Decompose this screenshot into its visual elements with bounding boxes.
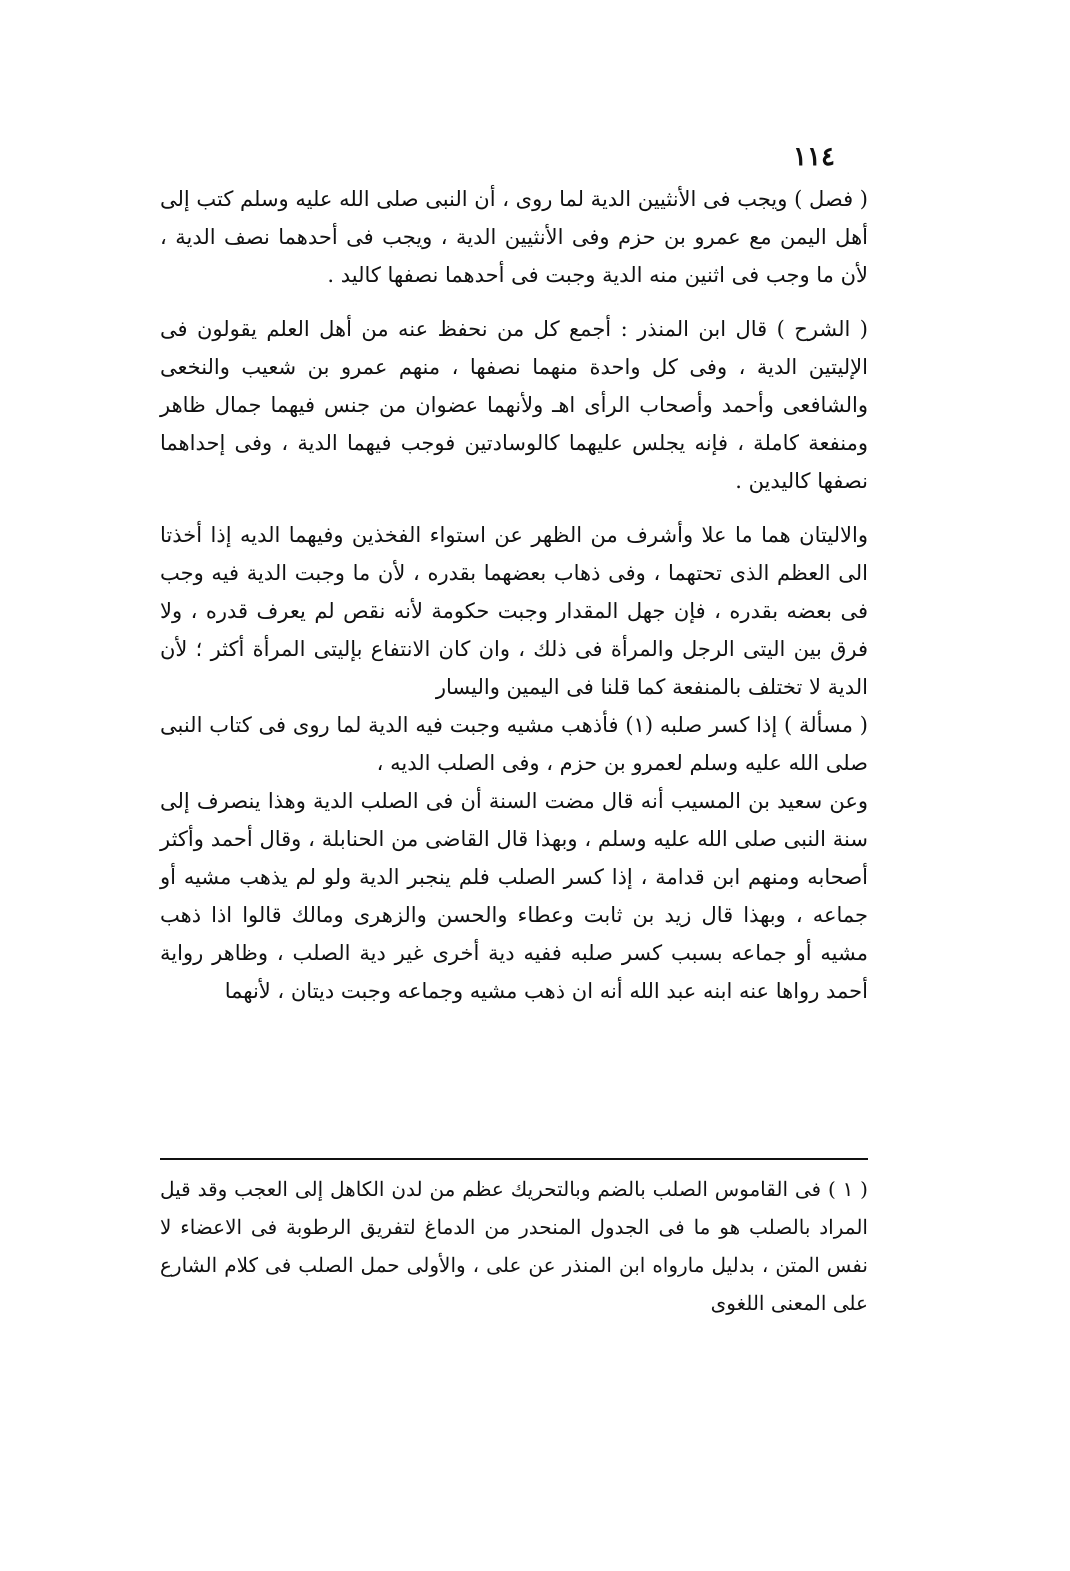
footnote-1: ( ١ ) فى القاموس الصلب بالضم وبالتحريك عظم من لدن الكاهل إلى العجب وقد قيل المراد بالصلب هو ما فى الجدول المنحدر من الدماغ لتفريق الرطوبة فى الاعضاء لا نفس المتن ، بدليل مارواه ابن المنذر عن على ، والأولى حمل الصلب فى كلام الشارع على المعنى اللغوى: [160, 1177, 868, 1315]
footnotes: [160, 1170, 868, 1322]
sharh-paragraph: ( الشرح ) قال ابن المنذر : أجمع كل من نحفظ عنه من أهل العلم يقولون فى الإليتين الدية ، وفى كل واحدة منهما نصفها ، منهم عمرو بن شعيب والنخعى والشافعى وأحمد وأصحاب الرأى اهـ ولأنهما عضوان من جنس فيهما جمال ظاهر ومنفعة كاملة ، فإنه يجلس عليهما كالوسادتين فوجب فيهما الدية ، وفى إحداهما نصفها كاليدين .: [160, 317, 868, 493]
body-paragraph: وعن سعيد بن المسيب أنه قال مضت السنة أن فى الصلب الدية وهذا ينصرف إلى سنة النبى صلى الله عليه وسلم ، وبهذا قال القاضى من الحنابلة ، وقال أحمد وأكثر أصحابه ومنهم ابن قدامة ، إذا كسر الصلب فلم ينجبر الدية ولو لم يذهب مشيه أو جماعه ، وبهذا قال زيد بن ثابت وعطاء والحسن والزهرى ومالك قالوا اذا ذهب مشيه أو جماعه بسبب كسر صلبه ففيه دية أخرى غير دية الصلب ، وظاهر رواية أحمد رواها عنه ابنه عبد الله أنه ان ذهب مشيه وجماعه وجبت ديتان ، لأنهما: [160, 789, 868, 1003]
masala-paragraph: ( مسألة ) إذا كسر صلبه (١) فأذهب مشيه وجبت فيه الدية لما روى فى كتاب النبى صلى الله عليه وسلم لعمرو بن حزم ، وفى الصلب الديه ،: [160, 713, 868, 775]
main-text: [160, 180, 868, 1010]
section-gap: [160, 500, 868, 516]
section-gap: [160, 294, 868, 310]
fasl-paragraph: ( فصل ) ويجب فى الأنثيين الدية لما روى ، أن النبى صلى الله عليه وسلم كتب إلى أهل اليمن مع عمرو بن حزم وفى الأنثيين الدية ، ويجب فى أحدهما نصف الدية ، لأن ما وجب فى اثنين منه الدية وجبت فى أحدهما نصفها كاليد .: [159, 187, 868, 287]
footnote-divider: [160, 1158, 868, 1160]
body-paragraph: والاليتان هما ما علا وأشرف من الظهر عن استواء الفخذين وفيهما الديه إذا أخذتا الى العظم الذى تحتهما ، وفى ذهاب بعضهما بقدره ، لأن ما وجبت الدية فيه وجب فى بعضه بقدره ، فإن جهل المقدار وجبت حكومة لأنه نقص لم يعرف قدره ، ولا فرق بين اليتى الرجل والمرأة فى ذلك ، وان كان الانتفاع بإليتى المرأة أكثر ؛ لأن الدية لا تختلف بالمنفعة كما قلنا فى اليمين واليسار: [160, 523, 868, 699]
page-number: ١١٤: [793, 142, 835, 172]
